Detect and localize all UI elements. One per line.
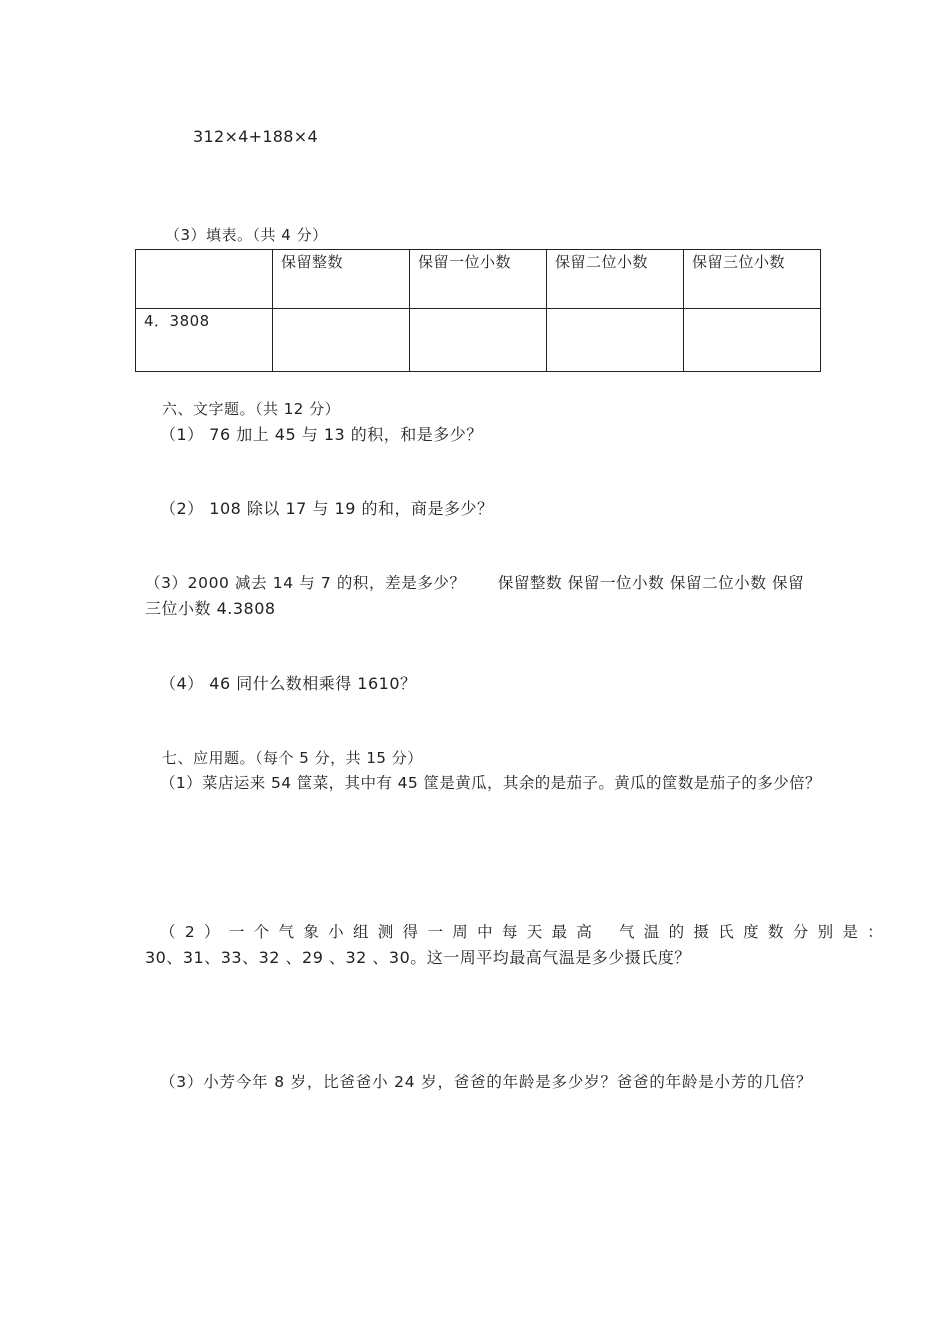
table-row <box>136 309 821 372</box>
section6-question-3-continued: 三位小数 4.3808 <box>145 599 276 618</box>
fill-table <box>135 249 821 372</box>
answer-cell[interactable] <box>410 309 547 372</box>
table-header-cell: 保留二位小数 <box>547 250 684 309</box>
answer-cell[interactable] <box>684 309 821 372</box>
calc-expression: 312×4+188×4 <box>193 127 318 146</box>
section6-title: 六、文字题。（共 12 分） <box>162 400 341 418</box>
table-cell-number: 4．3808 <box>136 309 273 372</box>
section6-question-2: （2） 108 除以 17 与 19 的和，商是多少？ <box>160 499 494 518</box>
section6-question-4: （4） 46 同什么数相乘得 1610？ <box>160 674 417 693</box>
table-header-row <box>136 250 821 309</box>
section7-question-2-continued: 30、31、33、32 、29 、32 、30。这一周平均最高气温是多少摄氏度？ <box>145 948 691 967</box>
table-header-cell <box>136 250 273 309</box>
answer-cell[interactable] <box>273 309 410 372</box>
table-header-cell: 保留整数 <box>273 250 410 309</box>
answer-cell[interactable] <box>547 309 684 372</box>
table-header-cell: 保留一位小数 <box>410 250 547 309</box>
section7-question-2: （ 2 ） 一 个 气 象 小 组 测 得 一 周 中 每 天 最 高 气 温 的 摄 氏 度 数 分 别 是 ： <box>160 923 885 941</box>
fill-table-title: （3）填表。（共 4 分） <box>165 226 328 244</box>
section6-question-3: （3）2000 减去 14 与 7 的积，差是多少？ 保留整数 保留一位小数 保留二位小数 保留 <box>145 574 805 592</box>
section6-question-1: （1） 76 加上 45 与 13 的积，和是多少？ <box>160 425 483 444</box>
section7-question-3: （3）小芳今年 8 岁，比爸爸小 24 岁，爸爸的年龄是多少岁？爸爸的年龄是小芳的几倍？ <box>160 1073 813 1091</box>
table-header-cell: 保留三位小数 <box>684 250 821 309</box>
section7-title: 七、应用题。（每个 5 分，共 15 分） <box>162 749 423 767</box>
section7-question-1: （1）菜店运来 54 筐菜，其中有 45 筐是黄瓜，其余的是茄子。黄瓜的筐数是茄子的多少倍？ <box>160 774 821 792</box>
